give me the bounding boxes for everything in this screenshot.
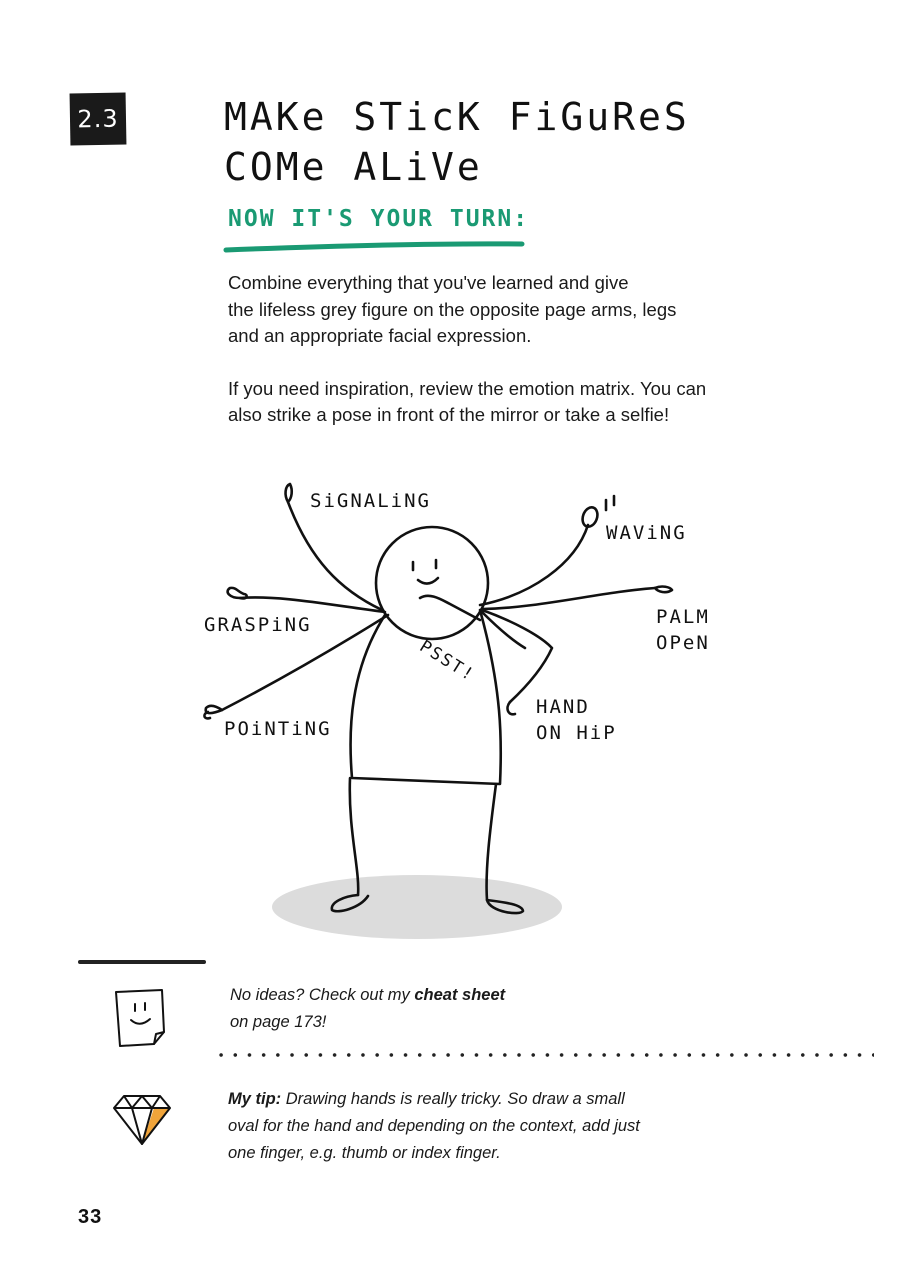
signaling-arm xyxy=(288,502,382,610)
label-signaling: SiGNALiNG xyxy=(310,490,431,512)
label-waving: WAViNG xyxy=(606,522,687,544)
intro-paragraph-2: If you need inspiration, review the emotion matrix. You can also strike a pose in front of the mirror or take a selfie! xyxy=(228,377,707,425)
dotted-separator xyxy=(214,1052,874,1058)
diamond-icon xyxy=(110,1090,174,1150)
tip-label: My tip: xyxy=(228,1090,282,1108)
smile xyxy=(418,578,438,584)
signaling-hand xyxy=(286,484,292,502)
smiley-note-icon xyxy=(110,986,170,1050)
title-line-1: MAKe STicK FiGuReS xyxy=(224,95,690,139)
label-psst: PSST! xyxy=(415,636,479,686)
chapter-badge: 2.3 xyxy=(70,93,127,146)
label-hand-on-hip: HAND ON HiP xyxy=(536,696,617,744)
label-palm-open: PALM OPeN xyxy=(656,606,710,654)
heading-underline xyxy=(222,238,532,258)
tip-note: My tip: Drawing hands is really tricky. So draw a small oval for the hand and depending on the context, add just one finger, e.g. thumb or index finger. xyxy=(228,1090,640,1162)
waving-arm xyxy=(480,525,588,605)
label-pointing: POiNTiNG xyxy=(224,718,332,740)
intro-paragraph-1: Combine everything that you've learned and give the lifeless grey figure on the opposite page arms, legs and an appropriate facial expression. xyxy=(228,272,677,346)
label-grasping: GRASPiNG xyxy=(204,614,312,636)
pointing-hand xyxy=(204,706,222,719)
title-line-2: COMe ALiVe xyxy=(224,145,483,189)
notes-divider xyxy=(78,960,206,964)
waving-hand xyxy=(580,505,600,529)
section-heading: NOW IT'S YOUR TURN: xyxy=(228,206,530,232)
palm-open-hand xyxy=(655,587,672,593)
intro-text xyxy=(228,270,788,455)
psst-finger xyxy=(420,596,480,620)
cheat-sheet-link: cheat sheet xyxy=(414,986,506,1004)
hip-hand xyxy=(508,702,515,714)
cheat-sheet-note: No ideas? Check out my cheat sheet on page 173! xyxy=(230,986,506,1031)
left-leg xyxy=(350,778,358,895)
page-title xyxy=(224,92,690,192)
page-number: 33 xyxy=(78,1206,103,1228)
